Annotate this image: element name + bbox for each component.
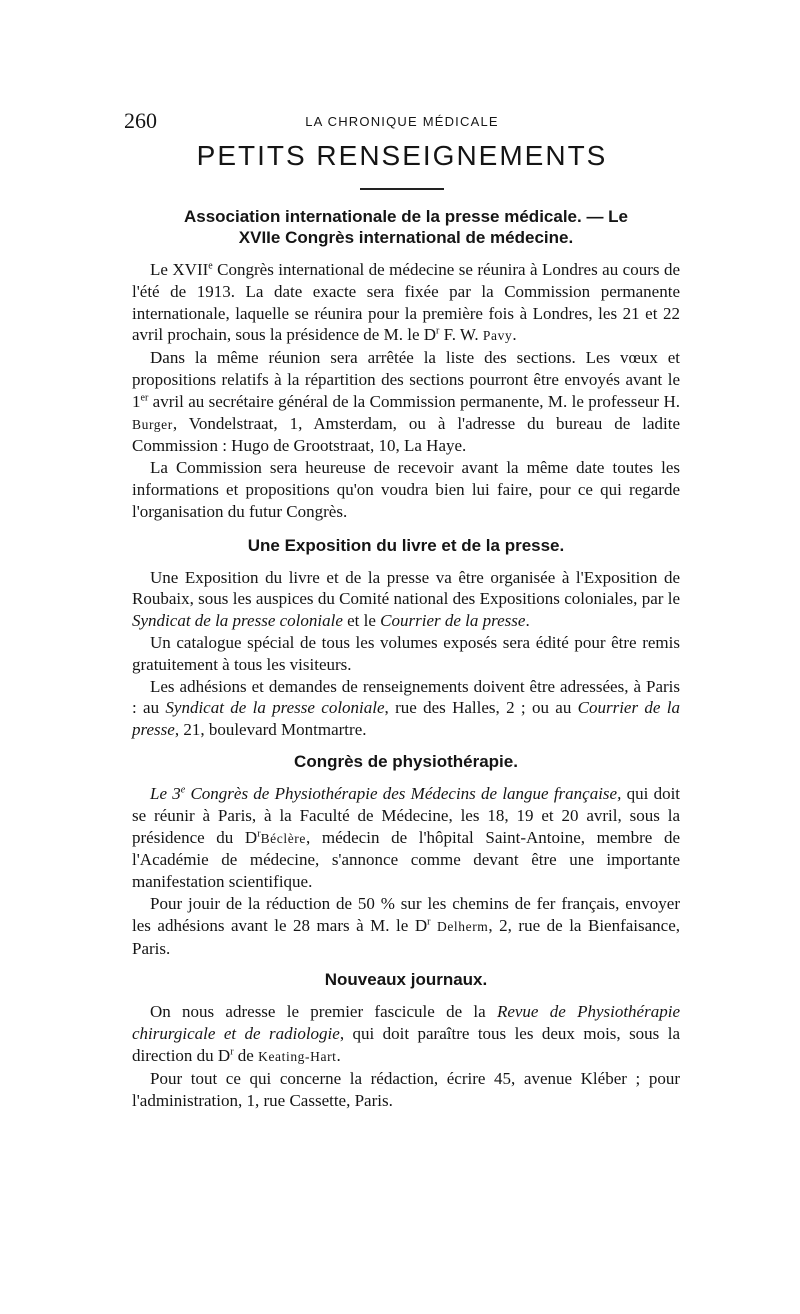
text-run: Dans la même réunion sera arrêtée la liste des sections. Les vœux et propositions relatifs à la répartition des sections pourront être envoyés avant le 1 bbox=[132, 348, 680, 411]
text-run: Un catalogue spécial de tous les volumes exposés sera édité pour être remis gratuitement à tous les visiteurs. bbox=[132, 632, 680, 674]
running-head: LA CHRONIQUE MÉDICALE bbox=[305, 114, 499, 129]
section-title-line: Association internationale de la presse médicale. — Le bbox=[183, 207, 629, 226]
person-name: Burger bbox=[132, 416, 173, 432]
text-run: , médecin de l'hôpital Saint-Antoine, membre de l'Académie de médecine, s'annonce comme devant être une importante manifestation scientifique. bbox=[132, 827, 680, 892]
article-body bbox=[132, 206, 680, 1121]
paragraph bbox=[132, 1001, 680, 1067]
page-header bbox=[124, 108, 680, 138]
text-run: Les adhésions et demandes de renseignements doivent être adressées, à Paris : au bbox=[132, 676, 680, 718]
text-run: Congrès international de médecine se réunira à Londres au cours de l'été de 1913. La date exacte sera fixée par la Commission permanente internationale, laquelle se réunira pour la première fois à Londres, les 21 et 22 avril prochain, sous la présidence de M. le D bbox=[132, 260, 680, 345]
text-run: avril au secrétaire général de la Commission permanente, M. le professeur H. bbox=[148, 391, 680, 411]
section-title bbox=[132, 206, 680, 248]
superscript: r bbox=[436, 325, 440, 337]
page-number: 260 bbox=[124, 108, 157, 133]
person-name: Pavy bbox=[482, 328, 513, 344]
paragraph bbox=[132, 567, 680, 632]
text-run: et le bbox=[342, 611, 381, 631]
italic-run: Revue de Physiothérapie chirurgicale et de radiologie bbox=[132, 1002, 680, 1044]
text-run: . bbox=[512, 325, 517, 345]
title-divider bbox=[360, 188, 444, 190]
paragraph bbox=[132, 632, 680, 676]
superscript: er bbox=[140, 392, 149, 404]
superscript: e bbox=[180, 784, 186, 796]
section-title: Une Exposition du livre et de la presse. bbox=[247, 535, 565, 555]
person-name: Béclère bbox=[260, 830, 306, 846]
text-run: F. W. bbox=[439, 325, 483, 345]
text-run: , rue des Halles, 2 ; ou au bbox=[384, 698, 578, 718]
text-run: qui doit se réunir à Paris, à la Faculté de Médecine, les 18, 19 et 20 avril, sous la présidence du D bbox=[132, 783, 681, 847]
italic-run: Courrier de la presse bbox=[132, 698, 680, 740]
superscript: e bbox=[208, 260, 213, 272]
text-run: sur les chemins de fer français, envoyer les adhésions avant le 28 mars à M. le D bbox=[132, 893, 680, 935]
paragraph bbox=[132, 676, 680, 741]
paragraph bbox=[132, 259, 680, 347]
superscript: r bbox=[230, 1046, 234, 1058]
text-run: . bbox=[525, 611, 530, 631]
text-run: On nous adresse le premier fascicule de la bbox=[150, 1002, 497, 1022]
italic-run: Syndicat de la presse coloniale bbox=[132, 611, 343, 631]
superscript: r bbox=[257, 827, 261, 839]
text-run: , qui doit paraître tous les deux mois, sous la direction du D bbox=[132, 1024, 680, 1065]
section-new-journals bbox=[132, 969, 680, 1111]
section-book-exhibition bbox=[132, 535, 680, 741]
paragraph bbox=[132, 783, 680, 893]
italic-run: Courrier de la presse bbox=[380, 611, 526, 631]
section-congress-announcement bbox=[132, 206, 680, 523]
paragraph bbox=[132, 457, 680, 522]
text-run: Le XVII bbox=[150, 260, 209, 279]
italic-run: Le 3 bbox=[150, 783, 181, 803]
text-run: La Commission sera heureuse de recevoir avant la même date toutes les informations et propositions qu'on voudra bien lui faire, pour ce qui regarde l'organisation du futur Congrès. bbox=[132, 458, 680, 521]
superscript: r bbox=[427, 916, 431, 928]
text-run: , Vondelstraat, 1, Amsterdam, ou à l'adresse du bureau de ladite Commission : Hugo de Grootstraat, 10, La Haye. bbox=[132, 413, 680, 456]
text-run: Pour jouir de la réduction de 50 % bbox=[150, 893, 395, 913]
text-run: , 21, boulevard Montmartre. bbox=[174, 720, 367, 740]
section-physiotherapy-congress bbox=[132, 751, 680, 959]
person-name: Keating-Hart bbox=[258, 1048, 337, 1064]
italic-run: Syndicat de la presse coloniale bbox=[165, 698, 385, 718]
text-run: Pour tout ce qui concerne la rédaction, écrire 45, avenue Kléber ; pour l'administration, 1, rue Cassette, Paris. bbox=[132, 1068, 680, 1110]
person-name: Delherm bbox=[436, 918, 489, 934]
text-run: Une Exposition du livre et de la presse va être organisée à l'Exposition de Roubaix, sous les auspices du Comité national des Expositions coloniales, par le bbox=[132, 567, 680, 609]
section-title: Congrès de physiothérapie. bbox=[294, 751, 518, 771]
section-title: Nouveaux journaux. bbox=[324, 970, 488, 990]
paragraph bbox=[132, 1068, 680, 1112]
paragraph bbox=[132, 347, 680, 457]
paragraph bbox=[132, 893, 680, 959]
section-title-line: XVIIe Congrès international de médecine. bbox=[238, 228, 574, 247]
italic-run: Congrès de Physiothérapie des Médecins de langue française, bbox=[185, 783, 622, 803]
text-run: de bbox=[233, 1045, 259, 1065]
text-run: . bbox=[336, 1045, 341, 1065]
text-run: , 2, rue de la Bienfaisance, Paris. bbox=[132, 915, 681, 958]
page-title: PETITS RENSEIGNEMENTS bbox=[196, 140, 608, 171]
